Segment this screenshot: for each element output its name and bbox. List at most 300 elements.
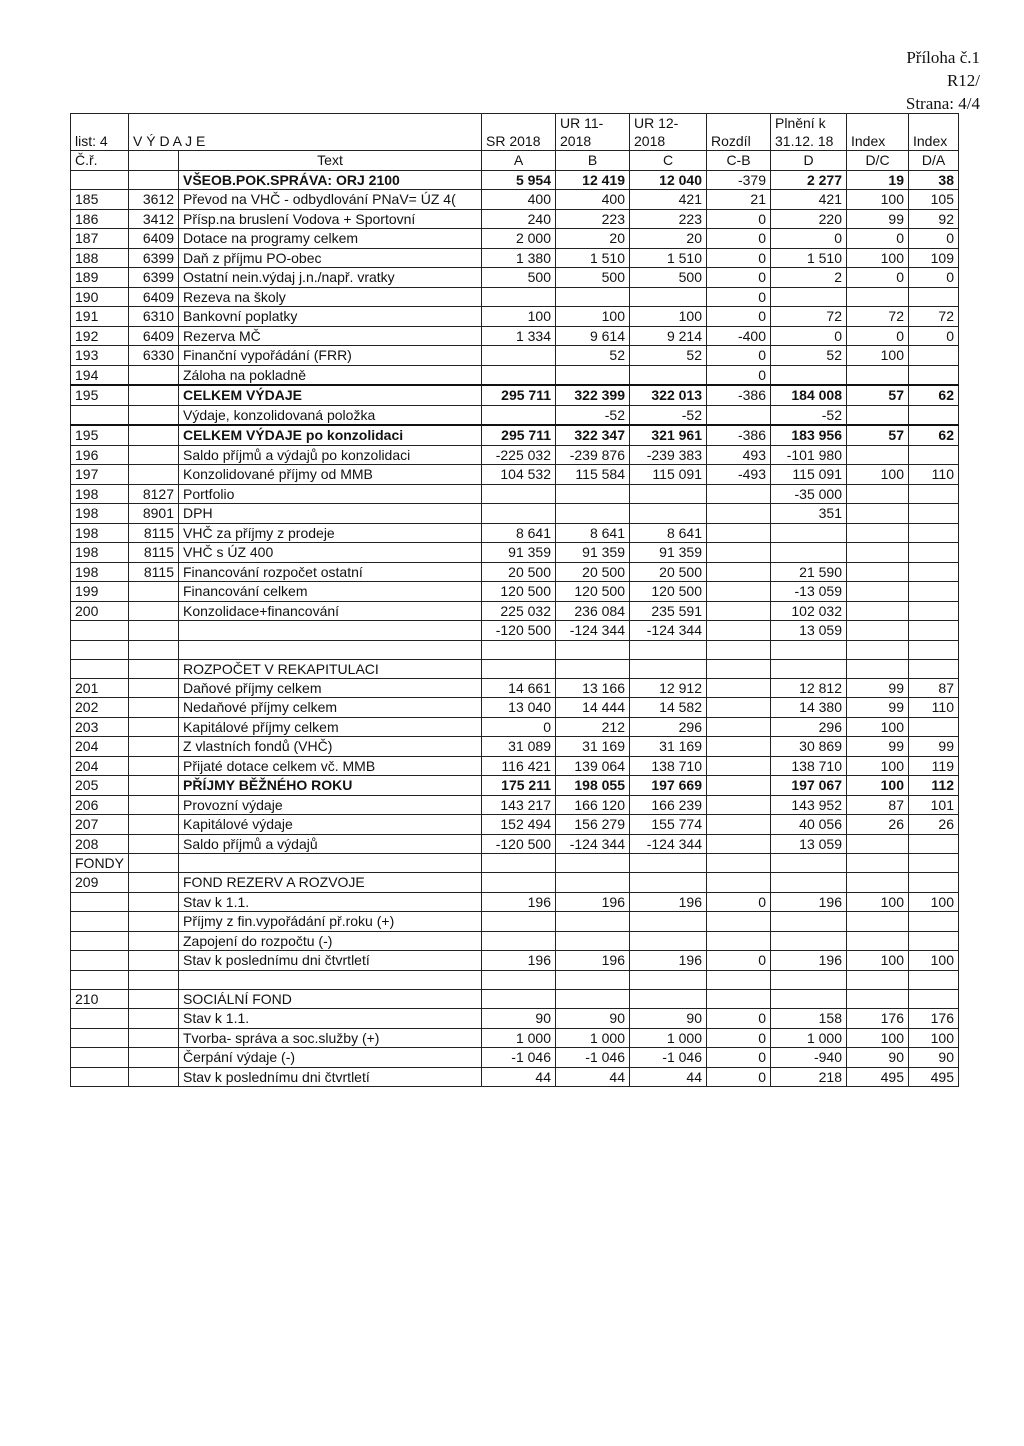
row-value: -493 bbox=[707, 465, 771, 485]
row-number: 209 bbox=[71, 873, 129, 893]
row-code: 8115 bbox=[129, 543, 179, 563]
row-value: -940 bbox=[771, 1048, 847, 1068]
row-text: Daň z příjmu PO-obec bbox=[179, 248, 482, 268]
row-text: Stav k poslednímu dni čtvrtletí bbox=[179, 1067, 482, 1087]
row-value bbox=[707, 815, 771, 835]
row-value: 223 bbox=[630, 209, 707, 229]
row-value: 120 500 bbox=[556, 582, 630, 602]
row-value bbox=[707, 737, 771, 757]
row-value bbox=[847, 601, 909, 621]
row-value: 100 bbox=[847, 1028, 909, 1048]
row-value: 99 bbox=[847, 698, 909, 718]
col-b: B bbox=[556, 151, 630, 171]
row-number: 201 bbox=[71, 678, 129, 698]
annex-label: Příloha č.1 bbox=[906, 48, 980, 67]
row-value: 196 bbox=[482, 892, 556, 912]
row-number bbox=[71, 170, 129, 190]
row-value bbox=[556, 287, 630, 307]
row-code bbox=[129, 717, 179, 737]
row-value: 138 710 bbox=[630, 756, 707, 776]
row-value bbox=[909, 523, 959, 543]
row-value: 240 bbox=[482, 209, 556, 229]
row-code: 6330 bbox=[129, 346, 179, 366]
table-row bbox=[71, 465, 959, 485]
row-number: 204 bbox=[71, 737, 129, 757]
row-value: 12 812 bbox=[771, 678, 847, 698]
row-value bbox=[771, 931, 847, 951]
col-cb: C-B bbox=[707, 151, 771, 171]
row-number: 208 bbox=[71, 834, 129, 854]
row-code bbox=[129, 795, 179, 815]
row-value: 100 bbox=[556, 307, 630, 327]
row-number: 210 bbox=[71, 989, 129, 1009]
row-value: 223 bbox=[556, 209, 630, 229]
row-value: 500 bbox=[556, 268, 630, 288]
row-value bbox=[482, 504, 556, 524]
row-value bbox=[707, 543, 771, 563]
row-value: -124 344 bbox=[630, 834, 707, 854]
row-value: 90 bbox=[847, 1048, 909, 1068]
row-value bbox=[847, 912, 909, 932]
row-code bbox=[129, 365, 179, 385]
row-value: 139 064 bbox=[556, 756, 630, 776]
row-value bbox=[909, 931, 959, 951]
row-value bbox=[707, 698, 771, 718]
row-value bbox=[847, 543, 909, 563]
row-value: 1 510 bbox=[556, 248, 630, 268]
row-value: 44 bbox=[556, 1067, 630, 1087]
col-a: A bbox=[482, 151, 556, 171]
row-value: 9 214 bbox=[630, 326, 707, 346]
table-row bbox=[71, 543, 959, 563]
row-number: 202 bbox=[71, 698, 129, 718]
col-text: Text bbox=[179, 151, 482, 171]
row-value: 351 bbox=[771, 504, 847, 524]
row-value: 295 711 bbox=[482, 385, 556, 405]
row-value: 184 008 bbox=[771, 385, 847, 405]
row-text: VHČ za příjmy z prodeje bbox=[179, 523, 482, 543]
row-value: 109 bbox=[909, 248, 959, 268]
row-text: Tvorba- správa a soc.služby (+) bbox=[179, 1028, 482, 1048]
row-value: 495 bbox=[909, 1067, 959, 1087]
table-row bbox=[71, 1048, 959, 1068]
row-value: 158 bbox=[771, 1009, 847, 1029]
row-number bbox=[71, 892, 129, 912]
row-value: 0 bbox=[707, 1028, 771, 1048]
row-value bbox=[630, 504, 707, 524]
row-value: 0 bbox=[707, 1009, 771, 1029]
row-value: 212 bbox=[556, 717, 630, 737]
row-value: 0 bbox=[707, 209, 771, 229]
table-row bbox=[71, 405, 959, 425]
row-text: Nedaňové příjmy celkem bbox=[179, 698, 482, 718]
row-value: 322 013 bbox=[630, 385, 707, 405]
row-value: 99 bbox=[847, 678, 909, 698]
row-value: 0 bbox=[909, 229, 959, 249]
row-value: -1 046 bbox=[630, 1048, 707, 1068]
row-text: FOND REZERV A ROZVOJE bbox=[179, 873, 482, 893]
row-value: 500 bbox=[630, 268, 707, 288]
table-row bbox=[71, 365, 959, 385]
row-value: 0 bbox=[707, 287, 771, 307]
table-row bbox=[71, 385, 959, 405]
row-value: 0 bbox=[707, 229, 771, 249]
row-value: 100 bbox=[847, 346, 909, 366]
row-value: 72 bbox=[847, 307, 909, 327]
row-value: 14 661 bbox=[482, 678, 556, 698]
row-text: SOCIÁLNÍ FOND bbox=[179, 989, 482, 1009]
row-value bbox=[847, 504, 909, 524]
vydaje-heading: V Ý D A J E bbox=[129, 114, 482, 151]
row-value bbox=[771, 287, 847, 307]
row-value: -52 bbox=[630, 405, 707, 425]
row-number: 188 bbox=[71, 248, 129, 268]
row-value: -120 500 bbox=[482, 621, 556, 641]
row-text: Konzolidace+financování bbox=[179, 601, 482, 621]
row-value bbox=[482, 931, 556, 951]
table-row bbox=[71, 678, 959, 698]
col-sr: SR 2018 bbox=[482, 114, 556, 151]
row-value: 176 bbox=[909, 1009, 959, 1029]
row-value: 13 166 bbox=[556, 678, 630, 698]
row-text: Zapojení do rozpočtu (-) bbox=[179, 931, 482, 951]
row-value: 166 239 bbox=[630, 795, 707, 815]
row-number: 198 bbox=[71, 523, 129, 543]
row-number: 189 bbox=[71, 268, 129, 288]
row-value bbox=[909, 717, 959, 737]
table-row bbox=[71, 562, 959, 582]
row-value: 87 bbox=[909, 678, 959, 698]
row-value bbox=[482, 287, 556, 307]
row-value: 102 032 bbox=[771, 601, 847, 621]
table-row bbox=[71, 326, 959, 346]
row-value bbox=[847, 989, 909, 1009]
row-value: 8 641 bbox=[556, 523, 630, 543]
row-value: 57 bbox=[847, 425, 909, 445]
table-row bbox=[71, 951, 959, 971]
row-value: 91 359 bbox=[482, 543, 556, 563]
row-value: 1 000 bbox=[556, 1028, 630, 1048]
row-value: 100 bbox=[847, 892, 909, 912]
row-code bbox=[129, 582, 179, 602]
row-value: 400 bbox=[482, 190, 556, 210]
row-value bbox=[909, 445, 959, 465]
row-value: 14 582 bbox=[630, 698, 707, 718]
row-number bbox=[71, 405, 129, 425]
row-value: 31 169 bbox=[556, 737, 630, 757]
row-code bbox=[129, 678, 179, 698]
row-value bbox=[707, 582, 771, 602]
table-row bbox=[71, 445, 959, 465]
row-value: 30 869 bbox=[771, 737, 847, 757]
row-value: -120 500 bbox=[482, 834, 556, 854]
page-annotation bbox=[906, 46, 980, 115]
table-row bbox=[71, 815, 959, 835]
row-number: 191 bbox=[71, 307, 129, 327]
row-value: 20 500 bbox=[630, 562, 707, 582]
row-value: 62 bbox=[909, 425, 959, 445]
row-code bbox=[129, 621, 179, 641]
row-value: 100 bbox=[847, 465, 909, 485]
row-value: 13 059 bbox=[771, 834, 847, 854]
row-value: 120 500 bbox=[482, 582, 556, 602]
row-number: 204 bbox=[71, 756, 129, 776]
row-value: 198 055 bbox=[556, 776, 630, 796]
row-value: 100 bbox=[847, 776, 909, 796]
row-code bbox=[129, 892, 179, 912]
row-value bbox=[847, 445, 909, 465]
row-code bbox=[129, 1067, 179, 1087]
row-value: 296 bbox=[630, 717, 707, 737]
row-value: 0 bbox=[707, 248, 771, 268]
row-value bbox=[909, 405, 959, 425]
row-value: 13 059 bbox=[771, 621, 847, 641]
row-code bbox=[129, 1009, 179, 1029]
row-value: 100 bbox=[847, 248, 909, 268]
row-value: 0 bbox=[909, 268, 959, 288]
col-rozdil: Rozdíl bbox=[707, 114, 771, 151]
row-value bbox=[707, 756, 771, 776]
row-value: 115 091 bbox=[771, 465, 847, 485]
row-value bbox=[909, 484, 959, 504]
table-row bbox=[71, 892, 959, 912]
row-number: 192 bbox=[71, 326, 129, 346]
row-text: Z vlastních fondů (VHČ) bbox=[179, 737, 482, 757]
row-value: 115 091 bbox=[630, 465, 707, 485]
row-value: 101 bbox=[909, 795, 959, 815]
row-value bbox=[909, 365, 959, 385]
row-value: 0 bbox=[707, 307, 771, 327]
row-code: 6409 bbox=[129, 229, 179, 249]
row-number bbox=[71, 931, 129, 951]
row-code: 8901 bbox=[129, 504, 179, 524]
row-value: 116 421 bbox=[482, 756, 556, 776]
row-value bbox=[482, 346, 556, 366]
table-row bbox=[71, 776, 959, 796]
row-number: 196 bbox=[71, 445, 129, 465]
row-text: CELKEM VÝDAJE bbox=[179, 385, 482, 405]
row-code: 6399 bbox=[129, 248, 179, 268]
row-value: 100 bbox=[630, 307, 707, 327]
row-text bbox=[179, 621, 482, 641]
row-value: 0 bbox=[847, 326, 909, 346]
row-value: 92 bbox=[909, 209, 959, 229]
row-value: 0 bbox=[707, 268, 771, 288]
row-value: 197 669 bbox=[630, 776, 707, 796]
row-value: 19 bbox=[847, 170, 909, 190]
row-value: 1 000 bbox=[630, 1028, 707, 1048]
row-number: 207 bbox=[71, 815, 129, 835]
row-value: -1 046 bbox=[556, 1048, 630, 1068]
row-text: Převod na VHČ - odbydlování PNaV= ÚZ 4( bbox=[179, 190, 482, 210]
row-code bbox=[129, 873, 179, 893]
row-code bbox=[129, 601, 179, 621]
row-value: 0 bbox=[707, 365, 771, 385]
row-value bbox=[707, 717, 771, 737]
row-number: 186 bbox=[71, 209, 129, 229]
row-value: 26 bbox=[909, 815, 959, 835]
row-text: Stav k 1.1. bbox=[179, 892, 482, 912]
row-value: -52 bbox=[556, 405, 630, 425]
row-value: 12 912 bbox=[630, 678, 707, 698]
row-value bbox=[847, 523, 909, 543]
row-value: 99 bbox=[847, 737, 909, 757]
row-number bbox=[71, 621, 129, 641]
row-value bbox=[771, 365, 847, 385]
row-value: 100 bbox=[909, 1028, 959, 1048]
row-text: DPH bbox=[179, 504, 482, 524]
row-value bbox=[707, 523, 771, 543]
spacer-row bbox=[71, 659, 959, 678]
table-row bbox=[71, 912, 959, 932]
row-value: 0 bbox=[707, 892, 771, 912]
row-code bbox=[129, 170, 179, 190]
row-value bbox=[847, 834, 909, 854]
row-value bbox=[771, 523, 847, 543]
row-value: 21 590 bbox=[771, 562, 847, 582]
row-number bbox=[71, 1067, 129, 1087]
row-value bbox=[847, 365, 909, 385]
row-code bbox=[129, 405, 179, 425]
row-value: 20 bbox=[556, 229, 630, 249]
row-value: 421 bbox=[771, 190, 847, 210]
row-value bbox=[847, 287, 909, 307]
row-value: 183 956 bbox=[771, 425, 847, 445]
row-value bbox=[847, 873, 909, 893]
row-value: 1 510 bbox=[630, 248, 707, 268]
row-code: 6409 bbox=[129, 287, 179, 307]
row-value: -1 046 bbox=[482, 1048, 556, 1068]
row-value bbox=[847, 621, 909, 641]
table-row bbox=[71, 248, 959, 268]
table-row bbox=[71, 795, 959, 815]
row-text: Daňové příjmy celkem bbox=[179, 678, 482, 698]
list-label: list: 4 bbox=[71, 114, 129, 151]
row-value: 493 bbox=[707, 445, 771, 465]
row-value: 0 bbox=[482, 717, 556, 737]
row-number: 198 bbox=[71, 504, 129, 524]
row-value bbox=[909, 834, 959, 854]
row-value bbox=[556, 504, 630, 524]
row-value: 1 000 bbox=[771, 1028, 847, 1048]
row-value: -386 bbox=[707, 425, 771, 445]
row-number: 200 bbox=[71, 601, 129, 621]
row-value bbox=[909, 873, 959, 893]
row-value bbox=[847, 484, 909, 504]
row-code: 6409 bbox=[129, 326, 179, 346]
row-value: 155 774 bbox=[630, 815, 707, 835]
table-row bbox=[71, 582, 959, 602]
row-text: Stav k poslednímu dni čtvrtletí bbox=[179, 951, 482, 971]
row-value: 62 bbox=[909, 385, 959, 405]
spacer-row bbox=[71, 970, 959, 989]
row-number: 194 bbox=[71, 365, 129, 385]
row-code bbox=[129, 931, 179, 951]
row-value: 90 bbox=[556, 1009, 630, 1029]
budget-table bbox=[70, 113, 959, 1087]
rekap-title: ROZPOČET V REKAPITULACI bbox=[179, 659, 482, 678]
row-value: 20 bbox=[630, 229, 707, 249]
table-row bbox=[71, 756, 959, 776]
table-row bbox=[71, 989, 959, 1009]
row-value: 0 bbox=[847, 229, 909, 249]
col-index2: Index bbox=[909, 114, 959, 151]
row-value: 21 bbox=[707, 190, 771, 210]
row-number: 198 bbox=[71, 543, 129, 563]
row-value bbox=[630, 484, 707, 504]
row-value bbox=[556, 484, 630, 504]
row-value: 99 bbox=[847, 209, 909, 229]
page-number: Strana: 4/4 bbox=[905, 94, 980, 113]
row-code bbox=[129, 465, 179, 485]
row-value: 57 bbox=[847, 385, 909, 405]
row-text: Příjmy z fin.vypořádání př.roku (+) bbox=[179, 912, 482, 932]
row-code bbox=[129, 815, 179, 835]
row-value: 196 bbox=[556, 951, 630, 971]
row-value bbox=[707, 678, 771, 698]
row-value bbox=[707, 795, 771, 815]
row-value: 500 bbox=[482, 268, 556, 288]
row-value: 0 bbox=[909, 326, 959, 346]
row-text: Výdaje, konzolidovaná položka bbox=[179, 405, 482, 425]
row-value bbox=[556, 365, 630, 385]
row-value: 14 380 bbox=[771, 698, 847, 718]
row-number bbox=[71, 912, 129, 932]
table-row bbox=[71, 346, 959, 366]
table-row bbox=[71, 1009, 959, 1029]
row-value: 225 032 bbox=[482, 601, 556, 621]
row-value bbox=[707, 562, 771, 582]
col-plneni: Plnění k 31.12. 18 bbox=[771, 114, 847, 151]
col-index1: Index bbox=[847, 114, 909, 151]
row-number: 198 bbox=[71, 562, 129, 582]
row-value: 156 279 bbox=[556, 815, 630, 835]
table-row bbox=[71, 504, 959, 524]
row-value bbox=[707, 776, 771, 796]
row-value: 44 bbox=[630, 1067, 707, 1087]
row-value: -400 bbox=[707, 326, 771, 346]
row-value: 175 211 bbox=[482, 776, 556, 796]
row-number bbox=[71, 1009, 129, 1029]
row-value: 321 961 bbox=[630, 425, 707, 445]
row-number: 206 bbox=[71, 795, 129, 815]
row-value: 176 bbox=[847, 1009, 909, 1029]
row-value: 1 380 bbox=[482, 248, 556, 268]
row-value bbox=[630, 989, 707, 1009]
table-row bbox=[71, 737, 959, 757]
row-code bbox=[129, 698, 179, 718]
row-value bbox=[707, 621, 771, 641]
row-value: 197 067 bbox=[771, 776, 847, 796]
row-code: 6310 bbox=[129, 307, 179, 327]
row-value bbox=[556, 931, 630, 951]
row-value: 196 bbox=[771, 892, 847, 912]
row-value: 20 500 bbox=[556, 562, 630, 582]
row-value: 52 bbox=[771, 346, 847, 366]
row-value bbox=[707, 873, 771, 893]
row-value bbox=[909, 504, 959, 524]
row-value: 0 bbox=[771, 326, 847, 346]
col-da: D/A bbox=[909, 151, 959, 171]
row-value: 40 056 bbox=[771, 815, 847, 835]
row-code bbox=[129, 1028, 179, 1048]
row-value: 218 bbox=[771, 1067, 847, 1087]
row-value: -101 980 bbox=[771, 445, 847, 465]
row-value: 44 bbox=[482, 1067, 556, 1087]
row-code bbox=[129, 756, 179, 776]
row-value: 2 bbox=[771, 268, 847, 288]
row-value: 1 000 bbox=[482, 1028, 556, 1048]
